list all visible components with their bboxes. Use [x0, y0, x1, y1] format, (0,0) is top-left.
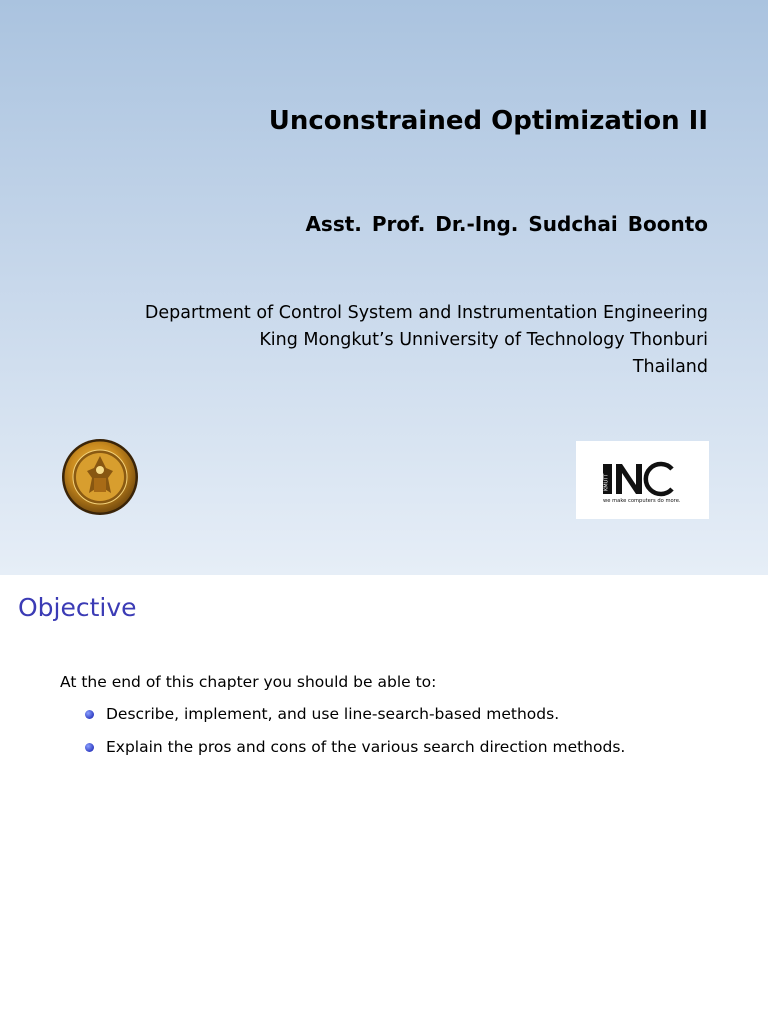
objective-list — [84, 705, 625, 771]
slide-title: Unconstrained Optimization II — [268, 106, 708, 136]
list-item — [84, 705, 625, 738]
list-item — [84, 738, 625, 771]
institution-block — [145, 300, 708, 381]
department-line: Department of Control System and Instrumentation Engineering — [144, 303, 708, 323]
author-name: Asst. Prof. Dr.-Ing. Sudchai Boonto — [305, 212, 708, 236]
country-line: Thailand — [632, 357, 708, 377]
university-seal-logo — [61, 438, 139, 516]
slide-heading: Objective — [18, 593, 137, 622]
objective-slide — [0, 575, 768, 1024]
university-line: King Mongkut’s Unniversity of Technology Thonburi — [259, 330, 708, 350]
bullet-icon — [85, 710, 94, 719]
inc-logo — [576, 441, 709, 519]
inc-tagline: we make computers do more. — [603, 498, 681, 504]
list-item-text: Describe, implement, and use line-search-based methods. — [106, 705, 560, 723]
inc-logo-box — [576, 441, 709, 519]
svg-text:KMUTT: KMUTT — [603, 473, 610, 491]
list-item-text: Explain the pros and cons of the various search direction methods. — [106, 738, 626, 756]
bullet-icon — [85, 743, 94, 752]
intro-text: At the end of this chapter you should be able to: — [60, 673, 437, 691]
